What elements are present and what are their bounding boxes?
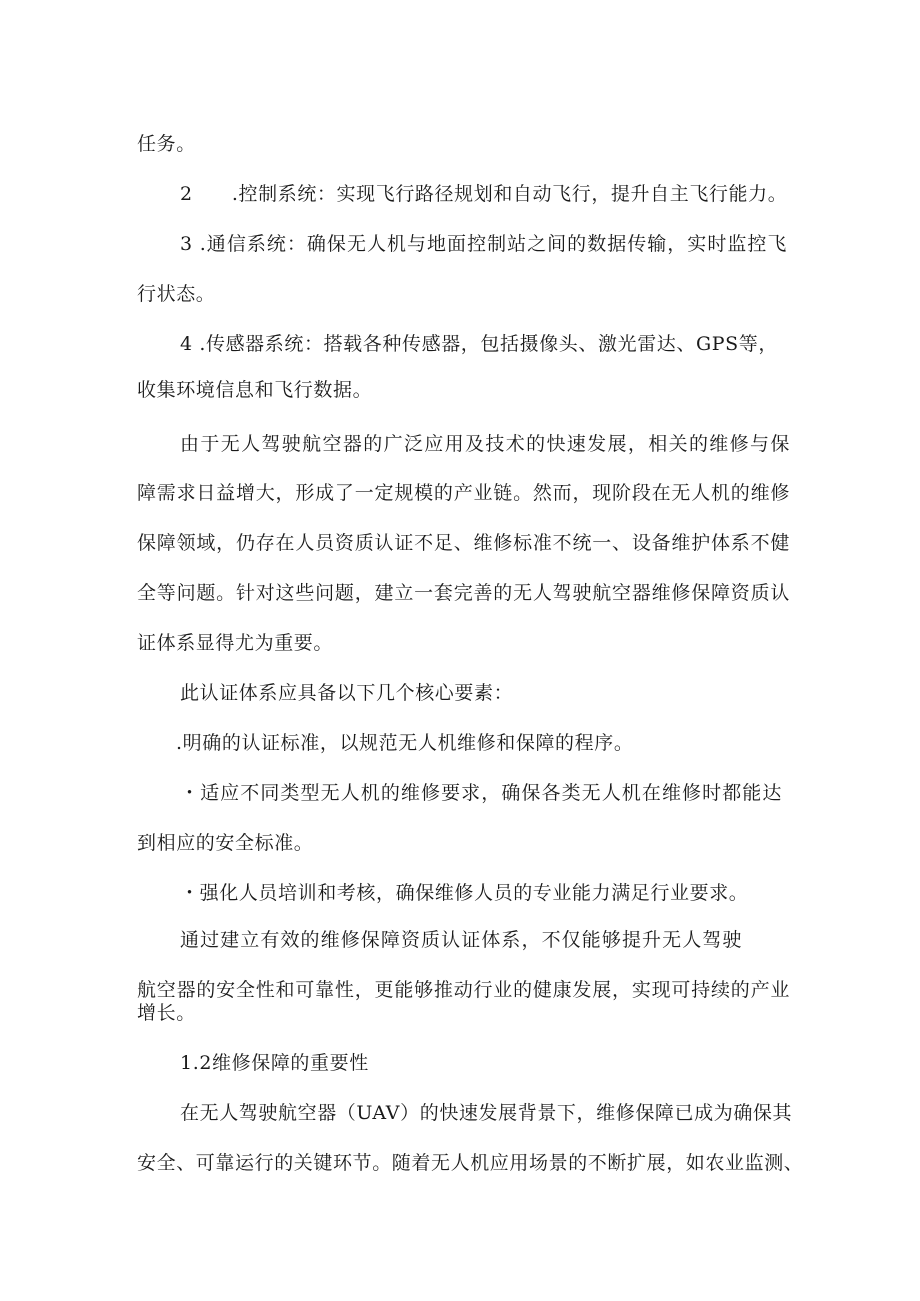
paragraph-line: 航空器的安全性和可靠性，更能够推动行业的健康发展，实现可持续的产业 — [137, 979, 790, 1001]
paragraph-line: 此认证体系应具备以下几个核心要素： — [180, 682, 514, 704]
list-item-communication-system: 3 .通信系统：确保无人机与地面控制站之间的数据传输，实时监控飞 — [180, 233, 787, 255]
paragraph-line: 通过建立有效的维修保障资质认证体系，不仅能够提升无人驾驶 — [180, 929, 742, 951]
text-line: 到相应的安全标准。 — [137, 832, 314, 854]
paragraph-line: 证体系显得尤为重要。 — [137, 632, 334, 654]
paragraph-line: 在无人驾驶航空器（UAV）的快速发展背景下，维修保障已成为确保其 — [180, 1102, 793, 1124]
bullet-item: .明确的认证标准，以规范无人机维修和保障的程序。 — [176, 732, 634, 754]
paragraph-line: 由于无人驾驶航空器的广泛应用及技术的快速发展，相关的维修与保 — [180, 433, 790, 455]
bullet-item: ・强化人员培训和考核，确保维修人员的专业能力满足行业要求。 — [180, 882, 749, 904]
list-item-sensor-system: 4 .传感器系统：搭载各种传感器，包括摄像头、激光雷达、GPS等， — [180, 333, 778, 355]
paragraph-line: 安全、可靠运行的关键环节。随着无人机应用场景的不断扩展，如农业监测、 — [137, 1152, 804, 1174]
section-heading: 1.2维修保障的重要性 — [180, 1052, 369, 1074]
paragraph-line: 障需求日益增大，形成了一定规模的产业链。然而，现阶段在无人机的维修 — [137, 482, 790, 504]
paragraph-line: 全等问题。针对这些问题，建立一套完善的无人驾驶航空器维修保障资质认 — [137, 582, 790, 604]
text-line: 收集环境信息和飞行数据。 — [137, 379, 373, 401]
list-item-control-system: 2 .控制系统：实现飞行路径规划和自动飞行，提升自主飞行能力。 — [180, 183, 788, 205]
text-line: 行状态。 — [137, 283, 216, 305]
paragraph-line: 保障领域，仍存在人员资质认证不足、维修标准不统一、设备维护体系不健 — [137, 532, 790, 554]
bullet-item: ・适应不同类型无人机的维修要求，确保各类无人机在维修时都能达 — [180, 782, 782, 804]
text-line: 增长。 — [137, 1002, 196, 1024]
text-line: 任务。 — [137, 133, 196, 155]
